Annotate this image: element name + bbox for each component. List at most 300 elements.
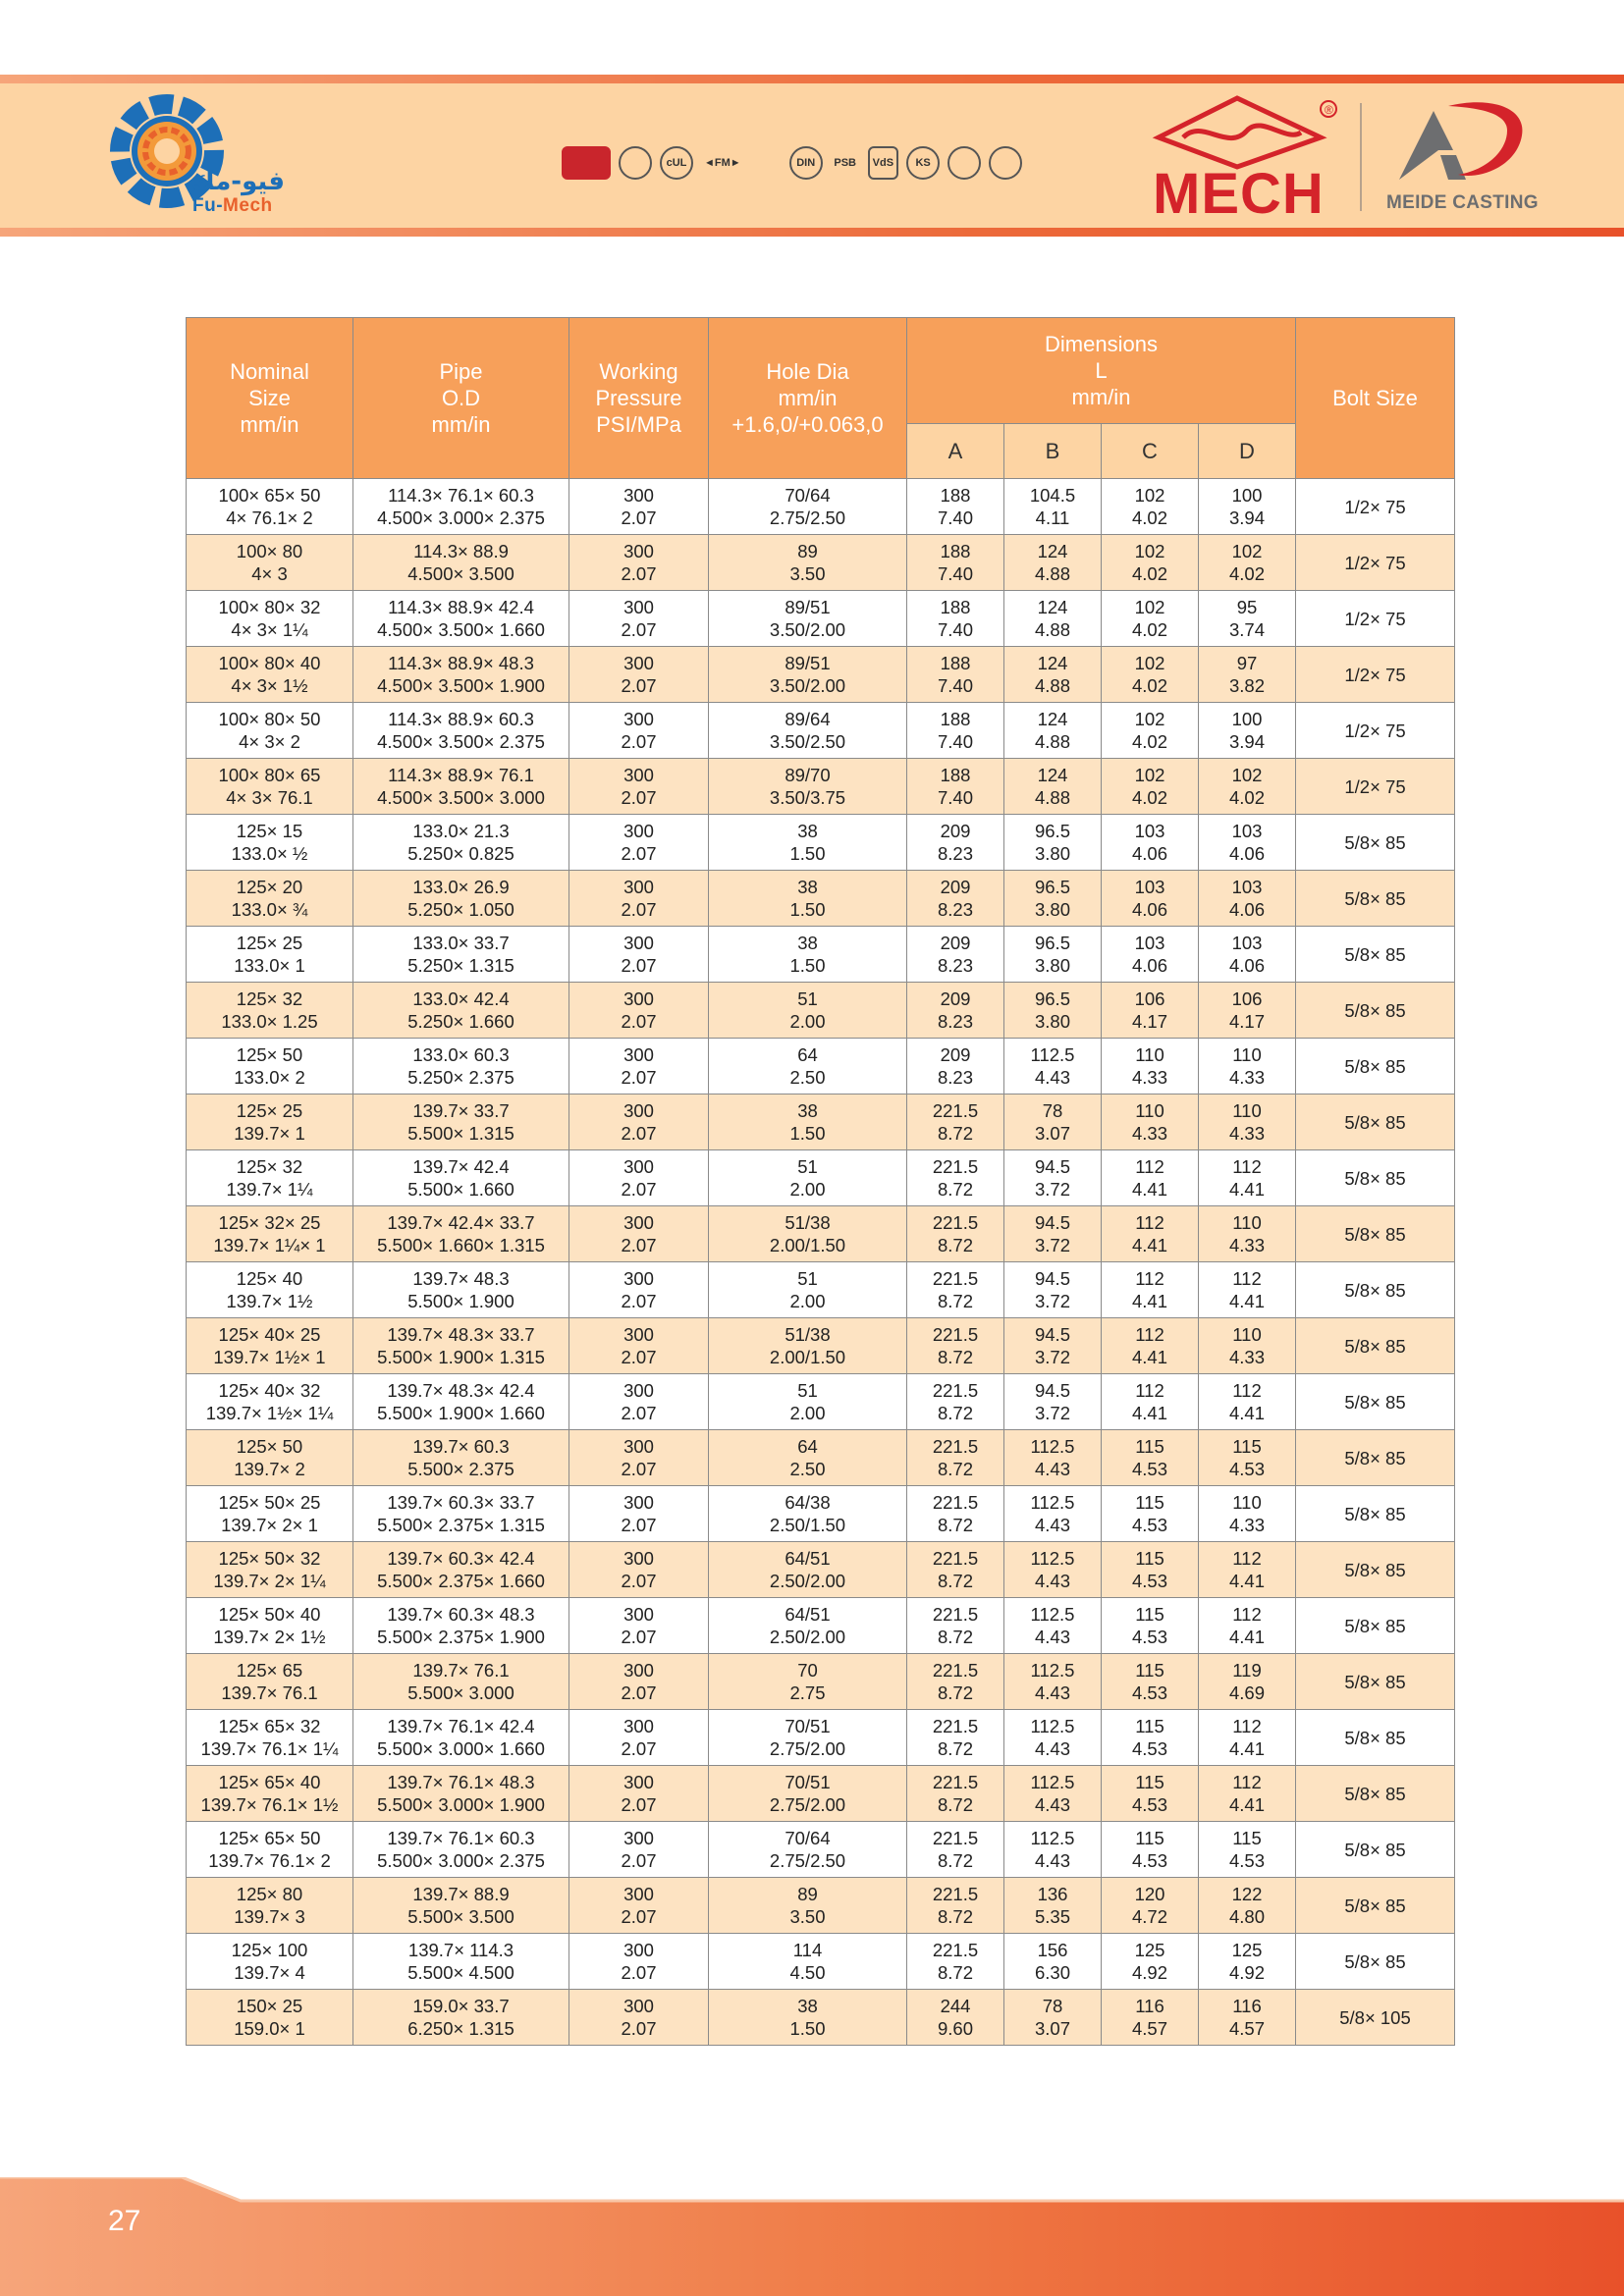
psb-icon: PSB xyxy=(834,157,856,169)
cell-working-pressure: 300 2.07 xyxy=(569,1710,709,1766)
cell-dim-d: 112 4.41 xyxy=(1199,1262,1296,1318)
cell-bolt-size: 5/8× 85 xyxy=(1296,1486,1455,1542)
cell-dim-c: 115 4.53 xyxy=(1102,1486,1199,1542)
cell-hole-dia: 51/38 2.00/1.50 xyxy=(709,1318,907,1374)
cell-bolt-size: 5/8× 85 xyxy=(1296,1542,1455,1598)
table-row xyxy=(187,1710,1455,1766)
table-row xyxy=(187,759,1455,815)
cell-dim-a: 188 7.40 xyxy=(907,535,1004,591)
cell-hole-dia: 89/70 3.50/3.75 xyxy=(709,759,907,815)
cell-pipe-od: 139.7× 60.3 5.500× 2.375 xyxy=(353,1430,569,1486)
cell-dim-d: 115 4.53 xyxy=(1199,1822,1296,1878)
table-row xyxy=(187,815,1455,871)
cell-dim-a: 221.5 8.72 xyxy=(907,1654,1004,1710)
cell-dim-c: 102 4.02 xyxy=(1102,479,1199,535)
cell-dim-a: 221.5 8.72 xyxy=(907,1318,1004,1374)
mech-wordmark: MECH xyxy=(1153,162,1325,226)
cell-pipe-od: 114.3× 88.9× 42.4 4.500× 3.500× 1.660 xyxy=(353,591,569,647)
cell-hole-dia: 38 1.50 xyxy=(709,871,907,927)
cell-working-pressure: 300 2.07 xyxy=(569,591,709,647)
table-row xyxy=(187,1262,1455,1318)
cell-dim-c: 102 4.02 xyxy=(1102,535,1199,591)
cell-dim-b: 94.5 3.72 xyxy=(1004,1262,1102,1318)
cell-dim-b: 94.5 3.72 xyxy=(1004,1374,1102,1430)
col-dim-a: A xyxy=(907,424,1004,479)
cell-dim-b: 112.5 4.43 xyxy=(1004,1710,1102,1766)
cell-dim-d: 102 4.02 xyxy=(1199,535,1296,591)
cell-dim-d: 112 4.41 xyxy=(1199,1150,1296,1206)
cell-nominal-size: 125× 80 139.7× 3 xyxy=(187,1878,353,1934)
table-row xyxy=(187,647,1455,703)
table-row xyxy=(187,1934,1455,1990)
cell-dim-a: 244 9.60 xyxy=(907,1990,1004,2046)
cell-pipe-od: 139.7× 48.3× 33.7 5.500× 1.900× 1.315 xyxy=(353,1318,569,1374)
cell-hole-dia: 51 2.00 xyxy=(709,1150,907,1206)
cell-dim-c: 103 4.06 xyxy=(1102,871,1199,927)
table-row xyxy=(187,535,1455,591)
cell-hole-dia: 38 1.50 xyxy=(709,1095,907,1150)
table-row xyxy=(187,703,1455,759)
table-row xyxy=(187,983,1455,1039)
cell-dim-c: 120 4.72 xyxy=(1102,1878,1199,1934)
cell-dim-c: 125 4.92 xyxy=(1102,1934,1199,1990)
cell-dim-d: 112 4.41 xyxy=(1199,1766,1296,1822)
cert-badge-icon xyxy=(562,146,611,180)
cell-working-pressure: 300 2.07 xyxy=(569,1374,709,1430)
cell-hole-dia: 89/64 3.50/2.50 xyxy=(709,703,907,759)
cell-working-pressure: 300 2.07 xyxy=(569,1654,709,1710)
cell-bolt-size: 5/8× 85 xyxy=(1296,1095,1455,1150)
header-bottom-stripe xyxy=(0,228,1624,237)
cell-hole-dia: 89 3.50 xyxy=(709,535,907,591)
cell-dim-a: 209 8.23 xyxy=(907,871,1004,927)
cell-dim-a: 221.5 8.72 xyxy=(907,1766,1004,1822)
cell-dim-d: 110 4.33 xyxy=(1199,1486,1296,1542)
cell-bolt-size: 1/2× 75 xyxy=(1296,591,1455,647)
cell-dim-d: 103 4.06 xyxy=(1199,927,1296,983)
cell-bolt-size: 1/2× 75 xyxy=(1296,535,1455,591)
cell-pipe-od: 114.3× 88.9× 48.3 4.500× 3.500× 1.900 xyxy=(353,647,569,703)
cell-dim-a: 188 7.40 xyxy=(907,479,1004,535)
cell-dim-b: 112.5 4.43 xyxy=(1004,1822,1102,1878)
cell-dim-b: 124 4.88 xyxy=(1004,591,1102,647)
cell-dim-b: 94.5 3.72 xyxy=(1004,1150,1102,1206)
cell-hole-dia: 38 1.50 xyxy=(709,927,907,983)
meide-logo-icon xyxy=(1380,96,1537,189)
cell-bolt-size: 5/8× 85 xyxy=(1296,983,1455,1039)
cell-working-pressure: 300 2.07 xyxy=(569,759,709,815)
cell-dim-a: 221.5 8.72 xyxy=(907,1262,1004,1318)
cell-dim-a: 188 7.40 xyxy=(907,703,1004,759)
cell-working-pressure: 300 2.07 xyxy=(569,1822,709,1878)
cell-nominal-size: 125× 15 133.0× ½ xyxy=(187,815,353,871)
cell-dim-a: 221.5 8.72 xyxy=(907,1934,1004,1990)
cell-dim-c: 112 4.41 xyxy=(1102,1150,1199,1206)
table-row xyxy=(187,1766,1455,1822)
cell-dim-c: 103 4.06 xyxy=(1102,815,1199,871)
cell-dim-d: 100 3.94 xyxy=(1199,479,1296,535)
header-top-stripe xyxy=(0,75,1624,83)
cell-nominal-size: 100× 65× 50 4× 76.1× 2 xyxy=(187,479,353,535)
cell-working-pressure: 300 2.07 xyxy=(569,1542,709,1598)
cell-hole-dia: 38 1.50 xyxy=(709,815,907,871)
cell-working-pressure: 300 2.07 xyxy=(569,535,709,591)
cell-hole-dia: 114 4.50 xyxy=(709,1934,907,1990)
cell-bolt-size: 5/8× 85 xyxy=(1296,1374,1455,1430)
cell-bolt-size: 5/8× 85 xyxy=(1296,1318,1455,1374)
cell-working-pressure: 300 2.07 xyxy=(569,703,709,759)
table-row xyxy=(187,591,1455,647)
cell-dim-b: 112.5 4.43 xyxy=(1004,1039,1102,1095)
table-row xyxy=(187,1654,1455,1710)
cell-nominal-size: 100× 80× 32 4× 3× 1¼ xyxy=(187,591,353,647)
cell-dim-d: 95 3.74 xyxy=(1199,591,1296,647)
table-row xyxy=(187,1095,1455,1150)
cell-bolt-size: 5/8× 85 xyxy=(1296,1598,1455,1654)
cell-nominal-size: 125× 65× 50 139.7× 76.1× 2 xyxy=(187,1822,353,1878)
cell-dim-b: 96.5 3.80 xyxy=(1004,815,1102,871)
cell-working-pressure: 300 2.07 xyxy=(569,1430,709,1486)
cell-nominal-size: 125× 50 139.7× 2 xyxy=(187,1430,353,1486)
table-row xyxy=(187,1206,1455,1262)
cell-dim-b: 112.5 4.43 xyxy=(1004,1486,1102,1542)
cell-hole-dia: 70 2.75 xyxy=(709,1654,907,1710)
logo-divider xyxy=(1360,103,1362,211)
fm-approved-icon: ◄FM► xyxy=(704,157,741,169)
cell-pipe-od: 133.0× 33.7 5.250× 1.315 xyxy=(353,927,569,983)
cell-dim-d: 110 4.33 xyxy=(1199,1206,1296,1262)
cell-nominal-size: 125× 50× 32 139.7× 2× 1¼ xyxy=(187,1542,353,1598)
cell-hole-dia: 70/64 2.75/2.50 xyxy=(709,479,907,535)
cell-dim-b: 112.5 4.43 xyxy=(1004,1430,1102,1486)
din-dvgw-icon: DIN xyxy=(789,146,823,180)
certification-logos xyxy=(562,139,1022,187)
cell-working-pressure: 300 2.07 xyxy=(569,1206,709,1262)
cell-dim-c: 102 4.02 xyxy=(1102,647,1199,703)
cell-pipe-od: 139.7× 48.3× 42.4 5.500× 1.900× 1.660 xyxy=(353,1374,569,1430)
cell-nominal-size: 125× 40× 32 139.7× 1½× 1¼ xyxy=(187,1374,353,1430)
cell-dim-a: 221.5 8.72 xyxy=(907,1878,1004,1934)
cell-pipe-od: 139.7× 76.1× 60.3 5.500× 3.000× 2.375 xyxy=(353,1822,569,1878)
cell-hole-dia: 70/51 2.75/2.00 xyxy=(709,1766,907,1822)
cell-bolt-size: 1/2× 75 xyxy=(1296,703,1455,759)
cell-bolt-size: 5/8× 85 xyxy=(1296,1878,1455,1934)
table-row xyxy=(187,1598,1455,1654)
table-header-row xyxy=(187,318,1455,424)
page-number: 27 xyxy=(108,2205,141,2237)
fu-mech-wordmark xyxy=(192,195,273,217)
cell-dim-c: 110 4.33 xyxy=(1102,1039,1199,1095)
fu-mech-arabic-wordmark: فيو-مك xyxy=(191,167,286,196)
cell-bolt-size: 5/8× 85 xyxy=(1296,1654,1455,1710)
cell-dim-d: 125 4.92 xyxy=(1199,1934,1296,1990)
col-dim-b: B xyxy=(1004,424,1102,479)
cell-bolt-size: 5/8× 85 xyxy=(1296,1766,1455,1822)
cell-nominal-size: 100× 80 4× 3 xyxy=(187,535,353,591)
cell-dim-c: 115 4.53 xyxy=(1102,1598,1199,1654)
cell-bolt-size: 5/8× 85 xyxy=(1296,815,1455,871)
cell-dim-d: 115 4.53 xyxy=(1199,1430,1296,1486)
cell-dim-b: 136 5.35 xyxy=(1004,1878,1102,1934)
cell-hole-dia: 51/38 2.00/1.50 xyxy=(709,1206,907,1262)
cell-working-pressure: 300 2.07 xyxy=(569,815,709,871)
cell-nominal-size: 150× 25 159.0× 1 xyxy=(187,1990,353,2046)
cell-dim-d: 110 4.33 xyxy=(1199,1318,1296,1374)
cell-working-pressure: 300 2.07 xyxy=(569,983,709,1039)
cell-pipe-od: 139.7× 76.1 5.500× 3.000 xyxy=(353,1654,569,1710)
cell-pipe-od: 133.0× 26.9 5.250× 1.050 xyxy=(353,871,569,927)
cell-dim-a: 221.5 8.72 xyxy=(907,1598,1004,1654)
cell-dim-c: 102 4.02 xyxy=(1102,759,1199,815)
cell-dim-b: 124 4.88 xyxy=(1004,703,1102,759)
cell-pipe-od: 139.7× 114.3 5.500× 4.500 xyxy=(353,1934,569,1990)
fu-mech-wordmark-a: Fu- xyxy=(192,195,224,216)
col-nominal-size: Nominal Size mm/in xyxy=(187,318,353,479)
cell-dim-d: 106 4.17 xyxy=(1199,983,1296,1039)
table-row xyxy=(187,1150,1455,1206)
cell-dim-b: 124 4.88 xyxy=(1004,535,1102,591)
cell-nominal-size: 125× 40× 25 139.7× 1½× 1 xyxy=(187,1318,353,1374)
cell-bolt-size: 5/8× 85 xyxy=(1296,1150,1455,1206)
cell-dim-a: 221.5 8.72 xyxy=(907,1486,1004,1542)
table-row xyxy=(187,479,1455,535)
col-dim-c: C xyxy=(1102,424,1199,479)
cell-working-pressure: 300 2.07 xyxy=(569,1318,709,1374)
cell-pipe-od: 133.0× 21.3 5.250× 0.825 xyxy=(353,815,569,871)
cell-dim-c: 102 4.02 xyxy=(1102,703,1199,759)
cell-pipe-od: 139.7× 48.3 5.500× 1.900 xyxy=(353,1262,569,1318)
cell-dim-d: 122 4.80 xyxy=(1199,1878,1296,1934)
cell-pipe-od: 159.0× 33.7 6.250× 1.315 xyxy=(353,1990,569,2046)
cell-hole-dia: 89 3.50 xyxy=(709,1878,907,1934)
cell-dim-a: 209 8.23 xyxy=(907,927,1004,983)
cell-bolt-size: 5/8× 85 xyxy=(1296,871,1455,927)
cell-pipe-od: 133.0× 60.3 5.250× 2.375 xyxy=(353,1039,569,1095)
round-cert-icon xyxy=(989,146,1022,180)
footer-band xyxy=(0,2177,1624,2296)
cell-bolt-size: 5/8× 85 xyxy=(1296,1430,1455,1486)
cell-dim-b: 94.5 3.72 xyxy=(1004,1318,1102,1374)
cell-hole-dia: 89/51 3.50/2.00 xyxy=(709,647,907,703)
cell-dim-a: 209 8.23 xyxy=(907,815,1004,871)
col-working-pressure: Working Pressure PSI/MPa xyxy=(569,318,709,479)
cell-dim-c: 102 4.02 xyxy=(1102,591,1199,647)
cell-dim-b: 78 3.07 xyxy=(1004,1095,1102,1150)
cell-pipe-od: 139.7× 42.4× 33.7 5.500× 1.660× 1.315 xyxy=(353,1206,569,1262)
cell-working-pressure: 300 2.07 xyxy=(569,1262,709,1318)
cell-dim-a: 221.5 8.72 xyxy=(907,1150,1004,1206)
cell-dim-c: 115 4.53 xyxy=(1102,1542,1199,1598)
cell-dim-d: 103 4.06 xyxy=(1199,871,1296,927)
specification-table xyxy=(186,317,1455,2046)
cell-dim-a: 188 7.40 xyxy=(907,647,1004,703)
cell-hole-dia: 38 1.50 xyxy=(709,1990,907,2046)
cell-dim-c: 112 4.41 xyxy=(1102,1206,1199,1262)
cell-dim-b: 94.5 3.72 xyxy=(1004,1206,1102,1262)
cell-bolt-size: 5/8× 105 xyxy=(1296,1990,1455,2046)
table-row xyxy=(187,1318,1455,1374)
vds-icon: VdS xyxy=(868,146,898,180)
cell-dim-d: 112 4.41 xyxy=(1199,1542,1296,1598)
cell-hole-dia: 64/38 2.50/1.50 xyxy=(709,1486,907,1542)
meide-casting-wordmark: MEIDE CASTING xyxy=(1386,192,1539,213)
cell-bolt-size: 5/8× 85 xyxy=(1296,1206,1455,1262)
cell-working-pressure: 300 2.07 xyxy=(569,1598,709,1654)
col-pipe-od: Pipe O.D mm/in xyxy=(353,318,569,479)
cell-working-pressure: 300 2.07 xyxy=(569,1934,709,1990)
cell-pipe-od: 139.7× 60.3× 33.7 5.500× 2.375× 1.315 xyxy=(353,1486,569,1542)
cell-dim-c: 116 4.57 xyxy=(1102,1990,1199,2046)
cell-bolt-size: 5/8× 85 xyxy=(1296,1822,1455,1878)
cell-working-pressure: 300 2.07 xyxy=(569,1878,709,1934)
cell-pipe-od: 139.7× 76.1× 48.3 5.500× 3.000× 1.900 xyxy=(353,1766,569,1822)
cell-dim-a: 221.5 8.72 xyxy=(907,1374,1004,1430)
cell-dim-b: 112.5 4.43 xyxy=(1004,1542,1102,1598)
cell-dim-c: 110 4.33 xyxy=(1102,1095,1199,1150)
cell-dim-b: 156 6.30 xyxy=(1004,1934,1102,1990)
cell-pipe-od: 114.3× 88.9× 76.1 4.500× 3.500× 3.000 xyxy=(353,759,569,815)
cell-dim-b: 124 4.88 xyxy=(1004,647,1102,703)
table-row xyxy=(187,1430,1455,1486)
col-hole-dia: Hole Dia mm/in +1.6,0/+0.063,0 xyxy=(709,318,907,479)
cell-nominal-size: 125× 50× 25 139.7× 2× 1 xyxy=(187,1486,353,1542)
cell-dim-a: 221.5 8.72 xyxy=(907,1430,1004,1486)
cell-hole-dia: 64/51 2.50/2.00 xyxy=(709,1598,907,1654)
cell-pipe-od: 133.0× 42.4 5.250× 1.660 xyxy=(353,983,569,1039)
cell-hole-dia: 64 2.50 xyxy=(709,1430,907,1486)
iso-cert-icon xyxy=(619,146,652,180)
cell-dim-a: 209 8.23 xyxy=(907,1039,1004,1095)
ul-listed-icon: cUL xyxy=(660,146,693,180)
cell-nominal-size: 125× 65 139.7× 76.1 xyxy=(187,1654,353,1710)
table-row xyxy=(187,1374,1455,1430)
cell-dim-a: 221.5 8.72 xyxy=(907,1542,1004,1598)
cell-pipe-od: 139.7× 33.7 5.500× 1.315 xyxy=(353,1095,569,1150)
cell-dim-d: 112 4.41 xyxy=(1199,1374,1296,1430)
cell-hole-dia: 51 2.00 xyxy=(709,983,907,1039)
col-dimensions: Dimensions L mm/in xyxy=(907,318,1296,424)
cell-working-pressure: 300 2.07 xyxy=(569,479,709,535)
cell-pipe-od: 114.3× 88.9× 60.3 4.500× 3.500× 2.375 xyxy=(353,703,569,759)
cell-nominal-size: 125× 32× 25 139.7× 1¼× 1 xyxy=(187,1206,353,1262)
cell-bolt-size: 5/8× 85 xyxy=(1296,1934,1455,1990)
cell-dim-c: 106 4.17 xyxy=(1102,983,1199,1039)
cell-nominal-size: 125× 32 133.0× 1.25 xyxy=(187,983,353,1039)
table-row xyxy=(187,1990,1455,2046)
cell-dim-b: 112.5 4.43 xyxy=(1004,1766,1102,1822)
cell-dim-a: 221.5 8.72 xyxy=(907,1822,1004,1878)
cell-dim-c: 115 4.53 xyxy=(1102,1766,1199,1822)
cell-pipe-od: 139.7× 60.3× 48.3 5.500× 2.375× 1.900 xyxy=(353,1598,569,1654)
cell-dim-a: 188 7.40 xyxy=(907,759,1004,815)
cell-pipe-od: 114.3× 88.9 4.500× 3.500 xyxy=(353,535,569,591)
cell-dim-a: 221.5 8.72 xyxy=(907,1710,1004,1766)
col-bolt-size: Bolt Size xyxy=(1296,318,1455,479)
cell-pipe-od: 139.7× 42.4 5.500× 1.660 xyxy=(353,1150,569,1206)
cell-pipe-od: 139.7× 88.9 5.500× 3.500 xyxy=(353,1878,569,1934)
cell-working-pressure: 300 2.07 xyxy=(569,1095,709,1150)
table-row xyxy=(187,1486,1455,1542)
cell-dim-c: 115 4.53 xyxy=(1102,1654,1199,1710)
cell-dim-b: 104.5 4.11 xyxy=(1004,479,1102,535)
cell-dim-a: 221.5 8.72 xyxy=(907,1206,1004,1262)
cell-dim-b: 96.5 3.80 xyxy=(1004,983,1102,1039)
cell-hole-dia: 64/51 2.50/2.00 xyxy=(709,1542,907,1598)
cell-hole-dia: 51 2.00 xyxy=(709,1374,907,1430)
cell-dim-c: 112 4.41 xyxy=(1102,1374,1199,1430)
cell-hole-dia: 64 2.50 xyxy=(709,1039,907,1095)
cell-pipe-od: 139.7× 60.3× 42.4 5.500× 2.375× 1.660 xyxy=(353,1542,569,1598)
cell-dim-a: 209 8.23 xyxy=(907,983,1004,1039)
cell-nominal-size: 125× 50 133.0× 2 xyxy=(187,1039,353,1095)
cell-bolt-size: 1/2× 75 xyxy=(1296,479,1455,535)
cell-dim-a: 188 7.40 xyxy=(907,591,1004,647)
cell-nominal-size: 125× 25 139.7× 1 xyxy=(187,1095,353,1150)
table-row xyxy=(187,1878,1455,1934)
table-row xyxy=(187,1822,1455,1878)
cell-dim-c: 115 4.53 xyxy=(1102,1710,1199,1766)
cell-bolt-size: 5/8× 85 xyxy=(1296,927,1455,983)
cell-working-pressure: 300 2.07 xyxy=(569,1486,709,1542)
cell-dim-b: 112.5 4.43 xyxy=(1004,1654,1102,1710)
cell-dim-c: 115 4.53 xyxy=(1102,1430,1199,1486)
cell-dim-a: 221.5 8.72 xyxy=(907,1095,1004,1150)
cell-working-pressure: 300 2.07 xyxy=(569,1990,709,2046)
cell-nominal-size: 125× 25 133.0× 1 xyxy=(187,927,353,983)
table-row xyxy=(187,927,1455,983)
cell-nominal-size: 125× 65× 40 139.7× 76.1× 1½ xyxy=(187,1766,353,1822)
cell-bolt-size: 1/2× 75 xyxy=(1296,759,1455,815)
cell-dim-b: 112.5 4.43 xyxy=(1004,1598,1102,1654)
cell-nominal-size: 125× 32 139.7× 1¼ xyxy=(187,1150,353,1206)
table-body xyxy=(187,479,1455,2046)
table-row xyxy=(187,871,1455,927)
cell-nominal-size: 125× 20 133.0× ¾ xyxy=(187,871,353,927)
heart-cert-icon xyxy=(752,146,782,180)
cell-dim-d: 102 4.02 xyxy=(1199,759,1296,815)
cell-nominal-size: 125× 50× 40 139.7× 2× 1½ xyxy=(187,1598,353,1654)
table-row xyxy=(187,1542,1455,1598)
cell-dim-b: 78 3.07 xyxy=(1004,1990,1102,2046)
cell-dim-d: 100 3.94 xyxy=(1199,703,1296,759)
cell-dim-d: 116 4.57 xyxy=(1199,1990,1296,2046)
cell-dim-c: 115 4.53 xyxy=(1102,1822,1199,1878)
cell-dim-b: 124 4.88 xyxy=(1004,759,1102,815)
fu-mech-wordmark-b: Mech xyxy=(223,195,273,216)
cell-nominal-size: 100× 80× 65 4× 3× 76.1 xyxy=(187,759,353,815)
cell-hole-dia: 70/51 2.75/2.00 xyxy=(709,1710,907,1766)
cell-bolt-size: 1/2× 75 xyxy=(1296,647,1455,703)
cell-dim-b: 96.5 3.80 xyxy=(1004,927,1102,983)
cell-dim-d: 110 4.33 xyxy=(1199,1039,1296,1095)
cell-working-pressure: 300 2.07 xyxy=(569,1150,709,1206)
cell-nominal-size: 100× 80× 50 4× 3× 2 xyxy=(187,703,353,759)
cell-working-pressure: 300 2.07 xyxy=(569,927,709,983)
cell-dim-d: 112 4.41 xyxy=(1199,1598,1296,1654)
cell-nominal-size: 125× 40 139.7× 1½ xyxy=(187,1262,353,1318)
cell-pipe-od: 114.3× 76.1× 60.3 4.500× 3.000× 2.375 xyxy=(353,479,569,535)
cell-hole-dia: 51 2.00 xyxy=(709,1262,907,1318)
cell-working-pressure: 300 2.07 xyxy=(569,1039,709,1095)
cell-hole-dia: 89/51 3.50/2.00 xyxy=(709,591,907,647)
ks-cert-icon: KS xyxy=(906,146,940,180)
col-dim-d: D xyxy=(1199,424,1296,479)
cell-dim-c: 112 4.41 xyxy=(1102,1318,1199,1374)
svg-text:®: ® xyxy=(1325,103,1333,117)
cell-working-pressure: 300 2.07 xyxy=(569,871,709,927)
table-row xyxy=(187,1039,1455,1095)
cell-dim-b: 96.5 3.80 xyxy=(1004,871,1102,927)
